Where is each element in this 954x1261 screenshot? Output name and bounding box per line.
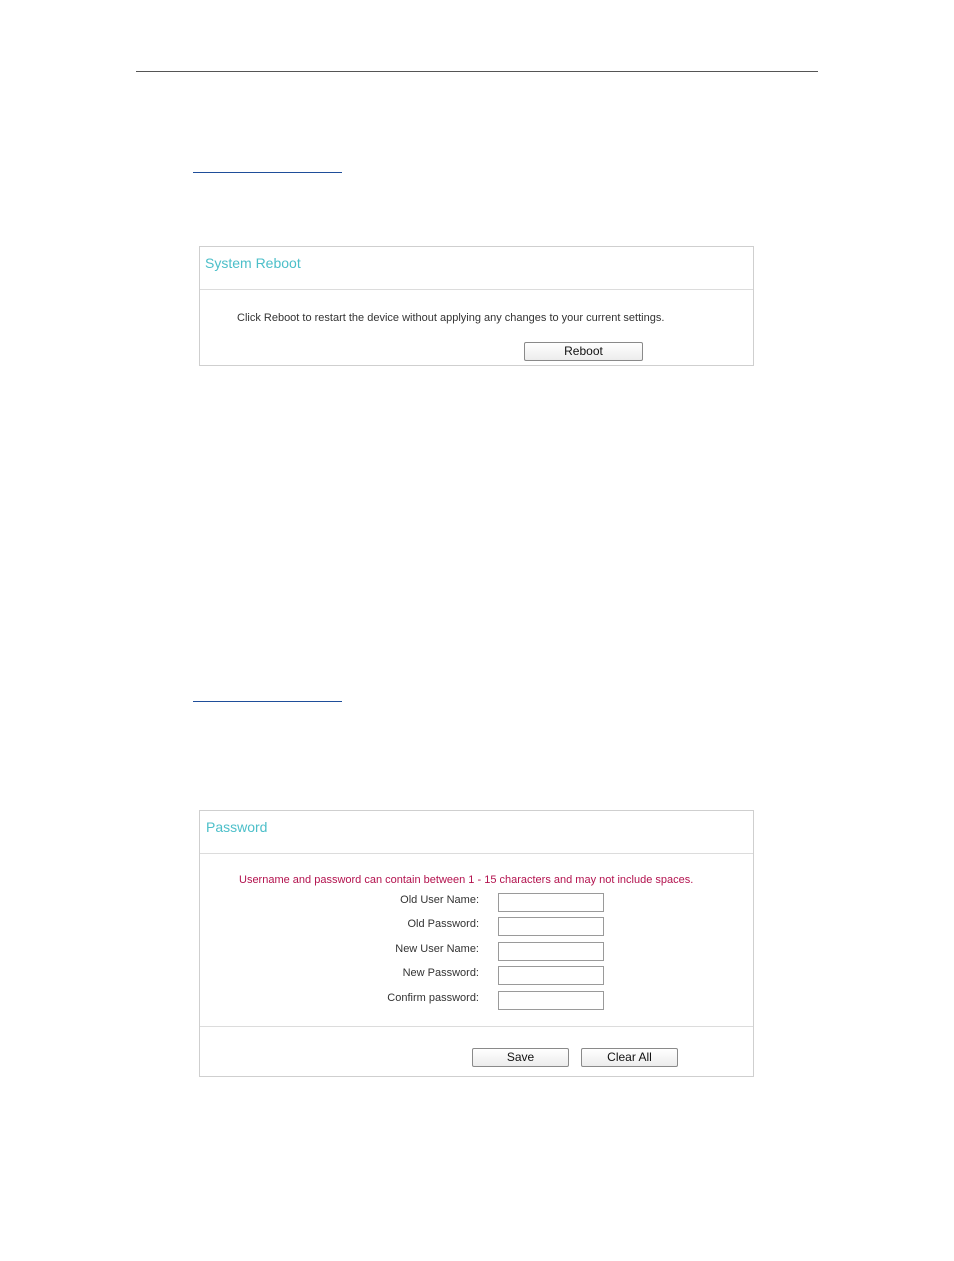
panel-divider — [200, 1026, 753, 1027]
new-user-name-label: New User Name: — [395, 943, 479, 955]
old-user-name-input[interactable] — [498, 893, 604, 912]
clear-all-button[interactable]: Clear All — [581, 1048, 678, 1067]
section-link-underline — [193, 172, 342, 173]
reboot-description: Click Reboot to restart the device without applying any changes to your current settings. — [237, 312, 665, 324]
new-user-name-input[interactable] — [498, 942, 604, 961]
old-password-input[interactable] — [498, 917, 604, 936]
section-link-underline-2 — [193, 701, 342, 702]
save-button[interactable]: Save — [472, 1048, 569, 1067]
confirm-password-input[interactable] — [498, 991, 604, 1010]
password-panel — [199, 810, 754, 1077]
system-reboot-panel — [199, 246, 754, 366]
page-header-rule — [136, 71, 818, 72]
password-title: Password — [206, 819, 268, 835]
reboot-button[interactable]: Reboot — [524, 342, 643, 361]
new-password-label: New Password: — [402, 967, 479, 979]
confirm-password-label: Confirm password: — [387, 992, 479, 1004]
old-password-label: Old Password: — [407, 918, 479, 930]
system-reboot-title: System Reboot — [205, 255, 301, 271]
panel-divider — [200, 853, 753, 854]
old-user-name-label: Old User Name: — [400, 894, 479, 906]
panel-divider — [200, 289, 753, 290]
password-rules-notice: Username and password can contain between 1 - 15 characters and may not include spaces. — [239, 874, 694, 886]
new-password-input[interactable] — [498, 966, 604, 985]
